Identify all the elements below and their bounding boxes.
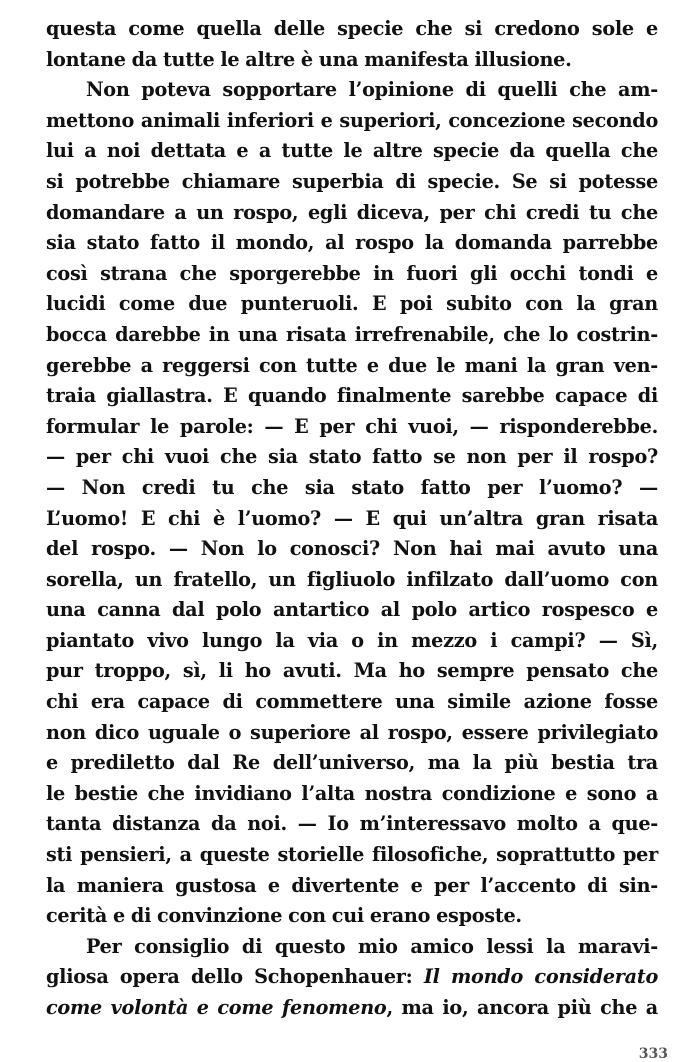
text-line: traia giallastra. E quando finalmente sarebbe capace di xyxy=(46,384,658,408)
book-title-italic: Il mondo considerato xyxy=(423,965,658,989)
text-line: lontane da tutte le altre è una manifesta illusione. xyxy=(46,47,572,71)
body-text xyxy=(46,14,658,1024)
text-line: sia stato fatto il mondo, al rospo la domanda parrebbe xyxy=(46,231,658,255)
text-line: così strana che sporgerebbe in fuori gli occhi tondi e xyxy=(46,261,658,285)
text-line: si potrebbe chiamare superbia di specie. Se si potesse xyxy=(46,169,658,193)
text-line: tanta distanza da noi. — Io m’interessavo molto a que- xyxy=(46,812,658,836)
text-line: formular le parole: — E per chi vuoi, — risponderebbe. xyxy=(46,414,658,438)
page-number: 333 xyxy=(638,1046,668,1062)
text-line: — per chi vuoi che sia stato fatto se non per il rospo? xyxy=(46,445,658,469)
book-title-italic: come volontà e come fenomeno xyxy=(46,996,387,1019)
text-line: — Non credi tu che sia stato fatto per l’uomo? — xyxy=(46,475,658,499)
text-line: la maniera gustosa e divertente e per l’accento di sin- xyxy=(46,873,658,897)
text-line: bocca darebbe in una risata irrefrenabile, che lo costrin- xyxy=(46,322,658,346)
text-line: L’uomo! E chi è l’uomo? — E qui un’altra gran risata xyxy=(46,506,658,530)
text-line: domandare a un rospo, egli diceva, per chi credi tu che xyxy=(46,200,658,224)
text-line: lucidi come due punteruoli. E poi subito con la gran xyxy=(46,292,658,316)
text-run: gliosa opera dello Schopenhauer: xyxy=(46,965,424,989)
text-line: mettono animali inferiori e superiori, concezione secondo xyxy=(46,108,658,132)
text-line: cerità e di convinzione con cui erano esposte. xyxy=(46,904,522,928)
text-line xyxy=(46,962,658,993)
text-line xyxy=(46,993,658,1024)
text-line: Non poteva sopportare l’opinione di quelli che am- xyxy=(86,78,658,102)
text-line: chi era capace di commettere una simile azione fosse xyxy=(46,690,658,714)
text-line: sti pensieri, a queste storielle filosofiche, soprattutto per xyxy=(46,843,658,867)
text-line: lui a noi dettata e a tutte le altre specie da quella che xyxy=(46,139,658,163)
text-line: gerebbe a reggersi con tutte e due le mani la gran ven- xyxy=(46,353,658,377)
text-line: non dico uguale o superiore al rospo, essere privilegiato xyxy=(46,720,658,744)
text-line: una canna dal polo antartico al polo artico rospesco e xyxy=(46,598,658,622)
text-line: piantato vivo lungo la via o in mezzo i campi? — Sì, xyxy=(46,628,658,652)
text-line: e prediletto dal Re dell’universo, ma la più bestia tra xyxy=(46,751,658,775)
text-line: pur troppo, sì, li ho avuti. Ma ho sempre pensato che xyxy=(46,659,658,683)
text-run: , ma io, ancora più che a xyxy=(386,996,658,1019)
text-line: le bestie che invidiano l’alta nostra condizione e sono a xyxy=(46,781,658,805)
text-line: Per consiglio di questo mio amico lessi la maravi- xyxy=(86,934,658,958)
text-line: questa come quella delle specie che si credono sole e xyxy=(46,17,658,40)
text-line: del rospo. — Non lo conosci? Non hai mai avuto una xyxy=(46,537,658,561)
text-line: sorella, un fratello, un figliuolo infilzato dall’uomo con xyxy=(46,567,658,591)
